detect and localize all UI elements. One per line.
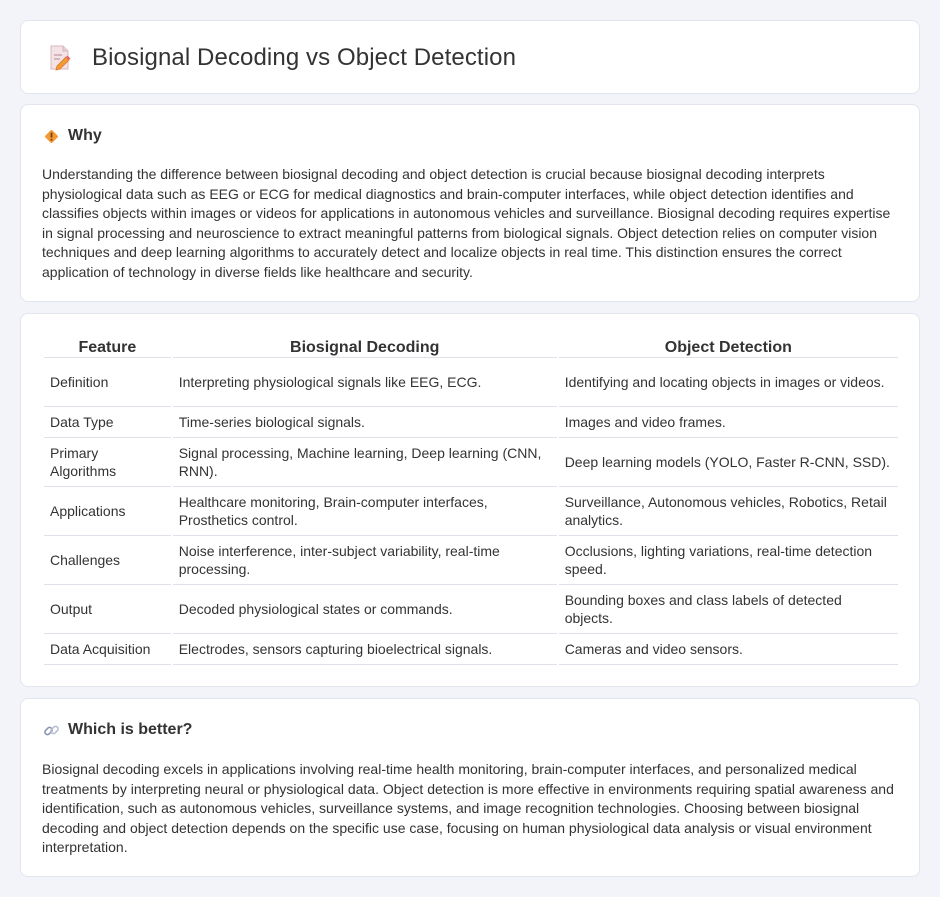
table-row: [44, 487, 898, 536]
why-heading: Why: [68, 127, 102, 144]
row-object: Deep learning models (YOLO, Faster R-CNN, SSD).: [559, 438, 898, 487]
better-heading: Which is better?: [68, 721, 193, 738]
comparison-card: [20, 313, 920, 687]
row-biosignal: Healthcare monitoring, Brain-computer interfaces, Prosthetics control.: [173, 487, 557, 536]
diamond-warning-icon: [43, 128, 60, 145]
row-biosignal: Decoded physiological states or commands.: [173, 585, 557, 634]
why-section: [20, 104, 920, 302]
row-feature: Data Type: [44, 407, 171, 438]
title-card: [20, 20, 920, 94]
row-biosignal: Time-series biological signals.: [173, 407, 557, 438]
page-title: Biosignal Decoding vs Object Detection: [92, 44, 517, 71]
header-feature: Feature: [44, 334, 171, 358]
row-object: Bounding boxes and class labels of detected objects.: [559, 585, 898, 634]
comparison-table: [42, 334, 900, 665]
row-feature: Data Acquisition: [44, 634, 171, 665]
row-object: Images and video frames.: [559, 407, 898, 438]
row-feature: Primary Algorithms: [44, 438, 171, 487]
row-feature: Applications: [44, 487, 171, 536]
document-pencil-icon: [48, 45, 72, 71]
row-object: Cameras and video sensors.: [559, 634, 898, 665]
row-biosignal: Electrodes, sensors capturing bioelectrical signals.: [173, 634, 557, 665]
row-object: Surveillance, Autonomous vehicles, Robotics, Retail analytics.: [559, 487, 898, 536]
row-biosignal: Interpreting physiological signals like EEG, ECG.: [173, 358, 557, 407]
table-row: [44, 438, 898, 487]
table-row: [44, 536, 898, 585]
link-icon: [43, 722, 60, 739]
why-text: Understanding the difference between biosignal decoding and object detection is crucial because biosignal decoding interprets physiological data such as EEG or ECG for medical diagnostics and brain-computer interfaces, while object detection identifies and classifies objects within images or videos for applications in autonomous vehicles and surveillance. Biosignal decoding requires expertise in signal processing and neuroscience to extract meaningful patterns from biological signals. Object detection relies on computer vision techniques and deep learning algorithms to accurately detect and localize objects in real time. This distinction ensures the correct application of technology in diverse fields like healthcare and security.: [42, 166, 891, 280]
which-is-better-section: [20, 698, 920, 877]
better-heading-row: [43, 721, 192, 739]
row-feature: Challenges: [44, 536, 171, 585]
row-biosignal: Noise interference, inter-subject variability, real-time processing.: [173, 536, 557, 585]
header-object-detection: Object Detection: [559, 334, 898, 358]
row-object: Occlusions, lighting variations, real-time detection speed.: [559, 536, 898, 585]
header-biosignal-decoding: Biosignal Decoding: [173, 334, 557, 358]
why-heading-row: [43, 127, 102, 145]
table-header-row: [44, 334, 898, 358]
table-row: [44, 585, 898, 634]
table-row: [44, 407, 898, 438]
better-text: Biosignal decoding excels in applications involving real-time health monitoring, brain-computer interfaces, and personalized medical treatments by interpreting neural or physiological data. Object detection is more effective in environments requiring spatial awareness and identification, such as autonomous vehicles, surveillance systems, and image recognition technologies. Choosing between biosignal decoding and object detection depends on the specific use case, focusing on human physiological data analysis or visual environment interpretation.: [42, 761, 894, 855]
row-biosignal: Signal processing, Machine learning, Deep learning (CNN, RNN).: [173, 438, 557, 487]
row-object: Identifying and locating objects in images or videos.: [559, 358, 898, 407]
title-row: [48, 44, 516, 72]
row-feature: Output: [44, 585, 171, 634]
table-row: [44, 358, 898, 407]
row-feature: Definition: [44, 358, 171, 407]
table-row: [44, 634, 898, 665]
